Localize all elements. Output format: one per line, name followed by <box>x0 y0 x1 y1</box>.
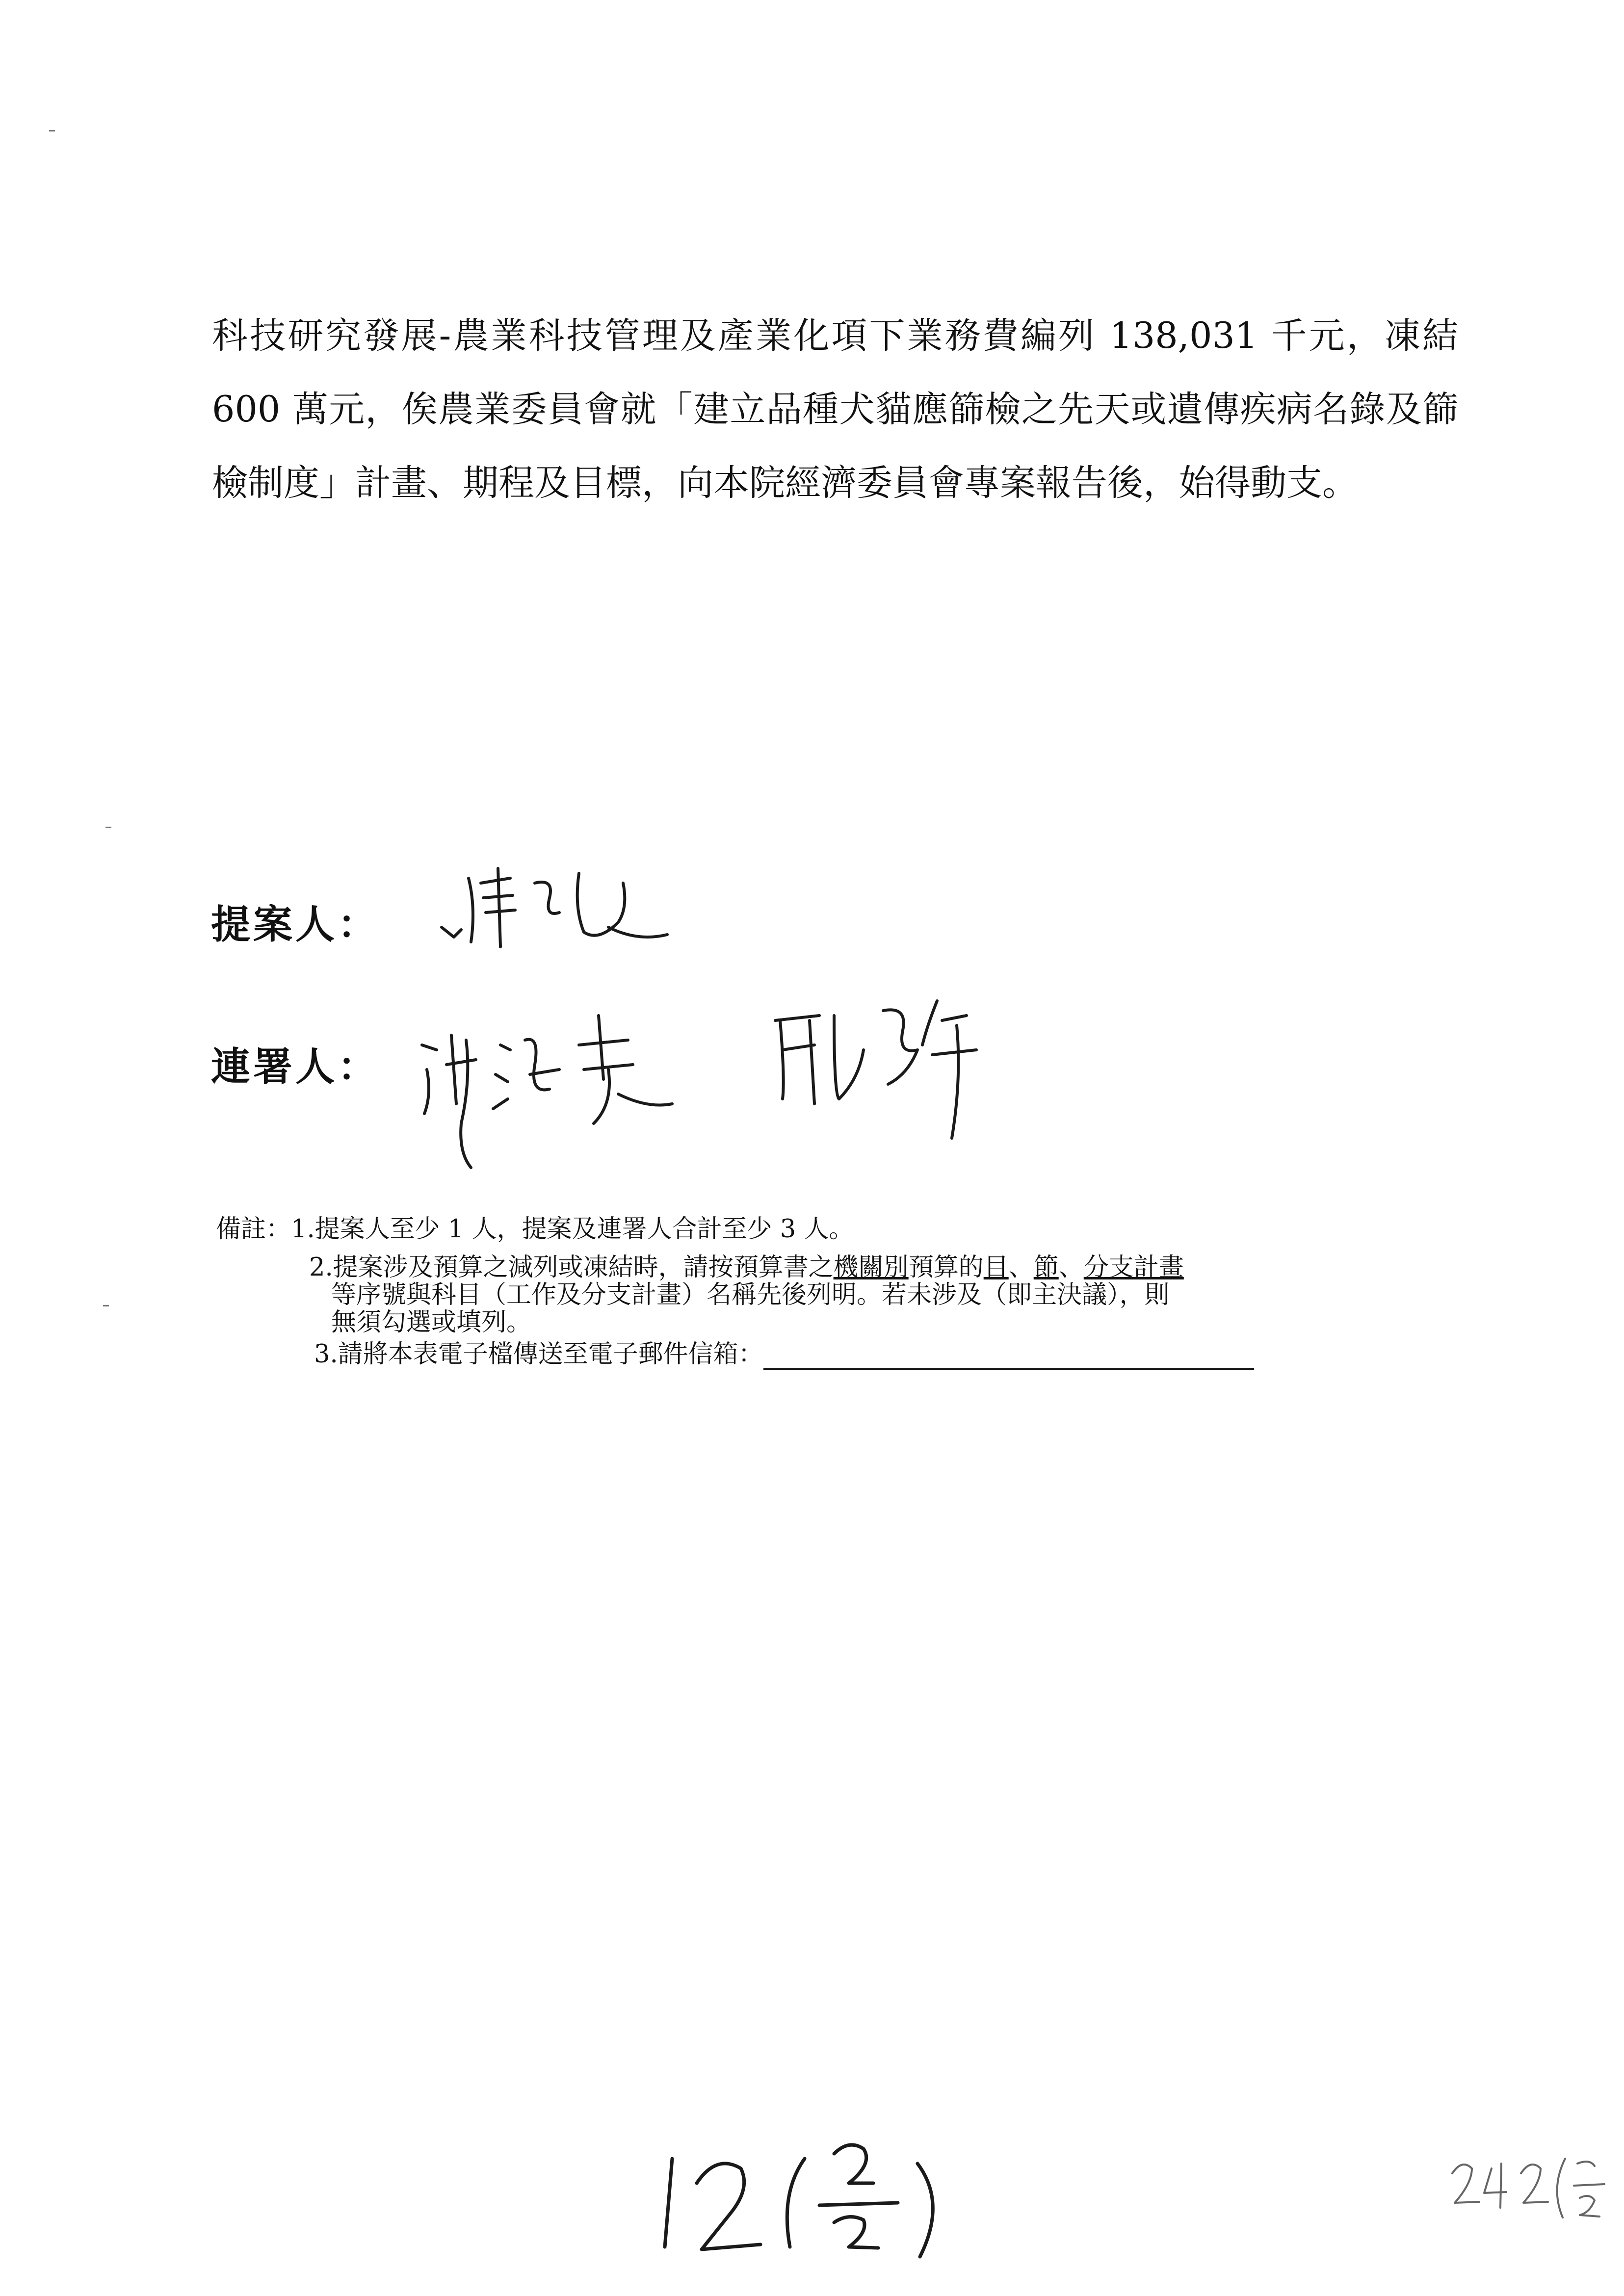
email-blank-field <box>763 1344 1254 1370</box>
proposer-signature <box>432 849 687 962</box>
scan-mark <box>49 130 55 131</box>
scan-mark <box>105 827 111 828</box>
handwritten-page-number <box>643 2119 986 2267</box>
proposal-body-text: 科技研究發展-農業科技管理及產業化項下業務費編列 138,031 千元，凍結 600 萬元，俟農業委員會就「建立品種犬貓應篩檢之先天或遺傳疾病名錄及篩檢制度」計畫、期程及目標，向本院經濟委員會專案報告後，始得動支。 <box>212 315 1458 504</box>
handwritten-archive-number <box>1442 2139 1624 2227</box>
scan-mark <box>103 1305 109 1306</box>
cosigner-label: 連署人： <box>211 1044 380 1090</box>
note-item-1: 1.提案人至少 1 人，提案及連署人合計至少 3 人。 <box>291 1215 854 1244</box>
note-item-2-line-3: 無須勾選或填列。 <box>331 1308 532 1337</box>
notes-label: 備註： <box>216 1215 291 1244</box>
note-item-3: 3.請將本表電子檔傳送至電子郵件信箱： <box>314 1340 763 1369</box>
note-item-2-line-2: 等序號與科目（工作及分支計畫）名稱先後列明。若未涉及（即主決議），則 <box>331 1280 1170 1309</box>
proposer-label: 提案人： <box>211 902 380 947</box>
note-item-2: 2.提案涉及預算之減列或凍結時，請按預算書之機關別預算的目、節、分支計畫 <box>309 1253 1184 1282</box>
cosigner-signature-2 <box>760 981 1016 1158</box>
cosigner-signature-1 <box>412 996 687 1192</box>
